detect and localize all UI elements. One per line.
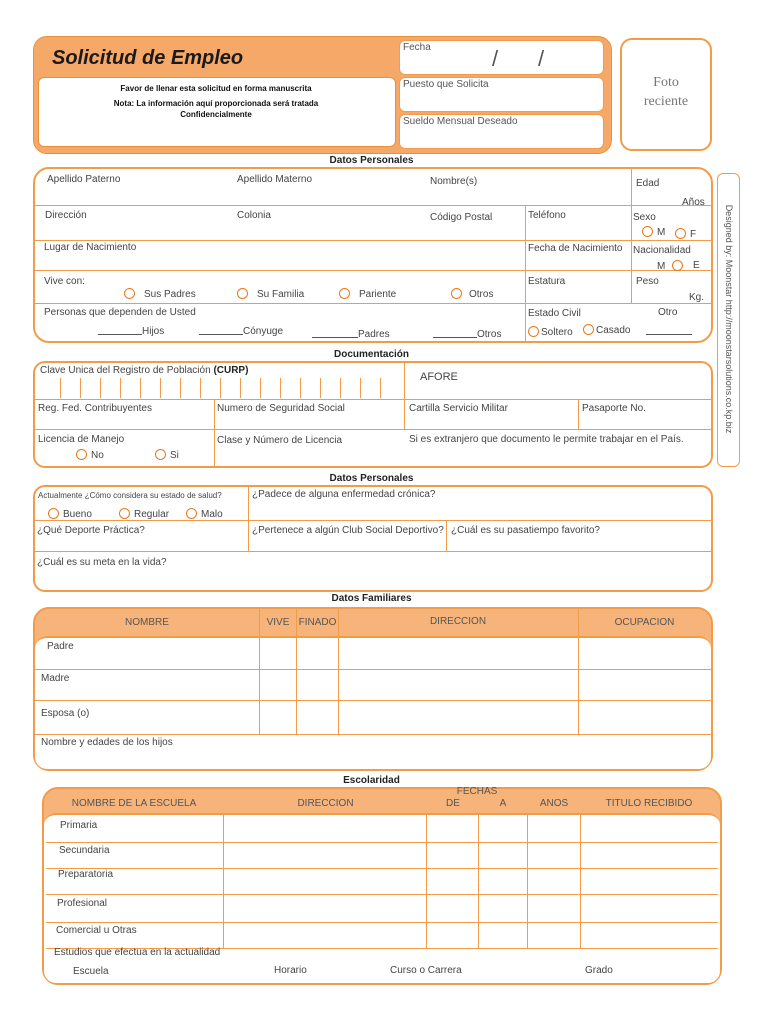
edad-label: Edad [636, 178, 660, 189]
escolaridad-row-preparatoria: Preparatoria [58, 869, 114, 880]
escolaridad-header-fechas: FECHAS [456, 786, 498, 797]
form-title: Solicitud de Empleo [52, 47, 244, 69]
curp-cell-divider [80, 378, 81, 398]
curp-cell-divider [300, 378, 301, 398]
radio-icon [48, 508, 59, 519]
escolaridad-row-comercial: Comercial u Otras [56, 925, 137, 936]
nss-label: Numero de Seguridad Social [217, 403, 345, 414]
divider [578, 399, 579, 429]
radio-icon [237, 288, 248, 299]
familiares-header-ocupacion: OCUPACION [614, 617, 675, 628]
familiares-body [35, 636, 711, 769]
curp-cell-divider [200, 378, 201, 398]
curp-cell-divider [220, 378, 221, 398]
escolaridad-header-anos: ANOS [539, 798, 569, 809]
fecha-label: Fecha [403, 42, 431, 53]
codigo-postal-label: Código Postal [430, 212, 493, 223]
radio-icon [119, 508, 130, 519]
divider [35, 700, 711, 701]
note-line-2: Confidencialmente [180, 110, 252, 119]
curp-boxes[interactable] [40, 378, 400, 398]
divider [46, 868, 718, 869]
section-title-familiares: Datos Familiares [331, 593, 412, 604]
divider [404, 363, 405, 429]
divider [296, 609, 297, 734]
radio-icon [528, 326, 539, 337]
curp-cell-divider [120, 378, 121, 398]
pasaporte-label: Pasaporte No. [582, 403, 646, 414]
familiares-header-direccion: DIRECCION [429, 616, 487, 627]
escolaridad-header-titulo: TITULO RECIBIDO [605, 798, 693, 809]
divider [223, 815, 224, 948]
sexo-f-option[interactable]: F [675, 228, 696, 241]
meta-label: ¿Cuál es su meta en la vida? [37, 557, 167, 568]
vive-con-label: Vive con: [44, 276, 85, 287]
curp-cell-divider [340, 378, 341, 398]
familiares-header-vive: VIVE [266, 617, 290, 628]
extranjero-label: Si es extranjero que documento le permite trabajar en el País. [409, 434, 684, 445]
curso-label: Curso o Carrera [390, 965, 462, 976]
radio-icon [186, 508, 197, 519]
divider [35, 303, 711, 304]
estado-civil-label: Estado Civil [528, 308, 581, 319]
estado-salud-label: Actualmente ¿Cómo considera su estado de salud? [38, 491, 222, 500]
sexo-label: Sexo [633, 212, 656, 223]
radio-icon [642, 226, 653, 237]
casado-option[interactable]: Casado [583, 324, 630, 337]
anos-label: Años [682, 197, 705, 208]
soltero-option[interactable]: Soltero [528, 326, 573, 339]
curp-cell-divider [60, 378, 61, 398]
curp-cell-divider [240, 378, 241, 398]
note-line-1: Nota: La información aquí proporcionada será tratada [113, 99, 319, 108]
lugar-nacimiento-label: Lugar de Nacimiento [44, 242, 137, 253]
enfermedad-label: ¿Padece de alguna enfermedad crónica? [252, 489, 436, 500]
sueldo-label: Sueldo Mensual Deseado [403, 116, 518, 127]
club-label: ¿Pertenece a algún Club Social Deportivo? [252, 525, 444, 536]
section-title-personal: Datos Personales [329, 155, 414, 166]
deporte-label: ¿Qué Deporte Práctica? [37, 525, 145, 536]
licencia-no-option[interactable]: No [76, 449, 104, 462]
vive-pariente-option[interactable]: Pariente [339, 288, 396, 301]
radio-icon [155, 449, 166, 460]
familiar-row-esposa: Esposa (o) [41, 708, 90, 719]
curp-cell-divider [360, 378, 361, 398]
section-title-escolaridad: Escolaridad [343, 775, 400, 786]
divider [35, 205, 711, 206]
familiar-row-padre: Padre [47, 641, 74, 652]
dep-padres-field[interactable]: Padres [312, 329, 390, 341]
divider [525, 205, 526, 341]
sexo-m-option[interactable]: M [642, 226, 665, 239]
dep-otros-field[interactable]: Otros [433, 329, 501, 341]
nombres-label: Nombre(s) [430, 176, 478, 187]
curp-cell-divider [260, 378, 261, 398]
peso-label: Peso [636, 276, 659, 287]
divider [35, 270, 711, 271]
estatura-label: Estatura [528, 276, 566, 287]
afore-label: AFORE [420, 371, 458, 383]
divider [35, 551, 711, 552]
section-title-documentacion: Documentación [333, 349, 409, 360]
photo-label-1: Foto [653, 75, 679, 90]
divider [46, 842, 718, 843]
divider [35, 399, 711, 400]
dependientes-label: Personas que dependen de Usted [44, 307, 196, 318]
salud-malo-option[interactable]: Malo [186, 508, 223, 521]
clase-licencia-label: Clase y Número de Licencia [217, 435, 343, 446]
date-slash-2: / [538, 46, 545, 71]
divider [527, 815, 528, 948]
divider [578, 609, 579, 734]
curp-cell-divider [100, 378, 101, 398]
dep-conyuge-field[interactable]: Cónyuge [199, 326, 283, 338]
radio-icon [583, 324, 594, 335]
curp-label: Clave Unica del Registro de Población (CURP) [40, 365, 249, 376]
colonia-label: Colonia [237, 210, 271, 221]
fecha-nacimiento-label: Fecha de Nacimiento [528, 243, 623, 254]
escolaridad-header-de: DE [446, 798, 460, 809]
curp-cell-divider [280, 378, 281, 398]
divider [248, 487, 249, 551]
radio-icon [339, 288, 350, 299]
puesto-label: Puesto que Solicita [403, 79, 489, 90]
familiar-row-madre: Madre [41, 673, 70, 684]
radio-icon [124, 288, 135, 299]
rfc-label: Reg. Fed. Contribuyentes [38, 403, 152, 414]
curp-cell-divider [380, 378, 381, 398]
divider [580, 815, 581, 948]
estado-civil-otro-label: Otro [658, 307, 678, 318]
divider [338, 609, 339, 734]
nacionalidad-label: Nacionalidad [633, 245, 691, 256]
nacionalidad-e-option: E [693, 260, 700, 271]
curp-cell-divider [140, 378, 141, 398]
instruction-text: Favor de llenar esta solicitud en forma manuscrita [120, 84, 312, 93]
licencia-label: Licencia de Manejo [38, 434, 125, 445]
kg-label: Kg. [689, 292, 705, 303]
escolaridad-header-a: A [499, 798, 507, 809]
escolaridad-row-profesional: Profesional [57, 898, 108, 909]
pasatiempo-label: ¿Cuál es su pasatiempo favorito? [451, 525, 600, 536]
salud-regular-option[interactable]: Regular [119, 508, 169, 521]
divider [35, 734, 711, 735]
escolaridad-header-direccion: DIRECCION [297, 798, 354, 809]
vive-sus-padres-option[interactable]: Sus Padres [124, 288, 196, 301]
curp-cell-divider [160, 378, 161, 398]
telefono-label: Teléfono [528, 210, 566, 221]
familiares-header-nombre: NOMBRE [125, 617, 169, 628]
divider [446, 520, 447, 551]
divider [35, 240, 711, 241]
radio-icon [675, 228, 686, 239]
divider [46, 894, 718, 895]
dep-hijos-field[interactable]: Hijos [98, 326, 164, 338]
divider [426, 815, 427, 948]
curp-cell-divider [320, 378, 321, 398]
escolaridad-header-nombre: NOMBRE DE LA ESCUELA [71, 798, 197, 809]
salud-bueno-option[interactable]: Bueno [48, 508, 92, 521]
divider [46, 922, 718, 923]
radio-icon [76, 449, 87, 460]
direccion-label: Dirección [45, 210, 87, 221]
radio-icon [672, 260, 683, 271]
escolaridad-row-secundaria: Secundaria [59, 845, 110, 856]
section-title-salud: Datos Personales [329, 473, 414, 484]
escolaridad-row-primaria: Primaria [60, 820, 98, 831]
divider [214, 399, 215, 466]
divider [478, 815, 479, 948]
apellido-materno-label: Apellido Materno [237, 174, 313, 185]
photo-label-2: reciente [643, 94, 689, 109]
familiares-header-finado: FINADO [298, 617, 337, 628]
divider [35, 669, 711, 670]
vive-otros-option[interactable]: Otros [451, 288, 493, 301]
date-slash-1: / [492, 46, 499, 71]
divider [35, 429, 711, 430]
cartilla-label: Cartilla Servicio Militar [409, 403, 508, 414]
curp-cell-divider [180, 378, 181, 398]
divider [259, 609, 260, 734]
apellido-paterno-label: Apellido Paterno [47, 174, 121, 185]
nacionalidad-m-option[interactable]: M [657, 260, 687, 273]
divider [631, 169, 632, 303]
hijos-label: Nombre y edades de los hijos [41, 737, 173, 748]
otro-line[interactable] [646, 326, 692, 338]
side-note-text: Designed by: Moonstar http://moonstarsolutions.co.kp.biz [724, 204, 734, 434]
radio-icon [451, 288, 462, 299]
horario-label: Horario [274, 965, 307, 976]
estudios-actuales-label: Estudios que efectua en la actualidad [54, 947, 221, 958]
vive-su-familia-option[interactable]: Su Familia [237, 288, 304, 301]
grado-label: Grado [585, 965, 613, 976]
licencia-si-option[interactable]: Si [155, 449, 179, 462]
escuela-label: Escuela [73, 966, 109, 977]
